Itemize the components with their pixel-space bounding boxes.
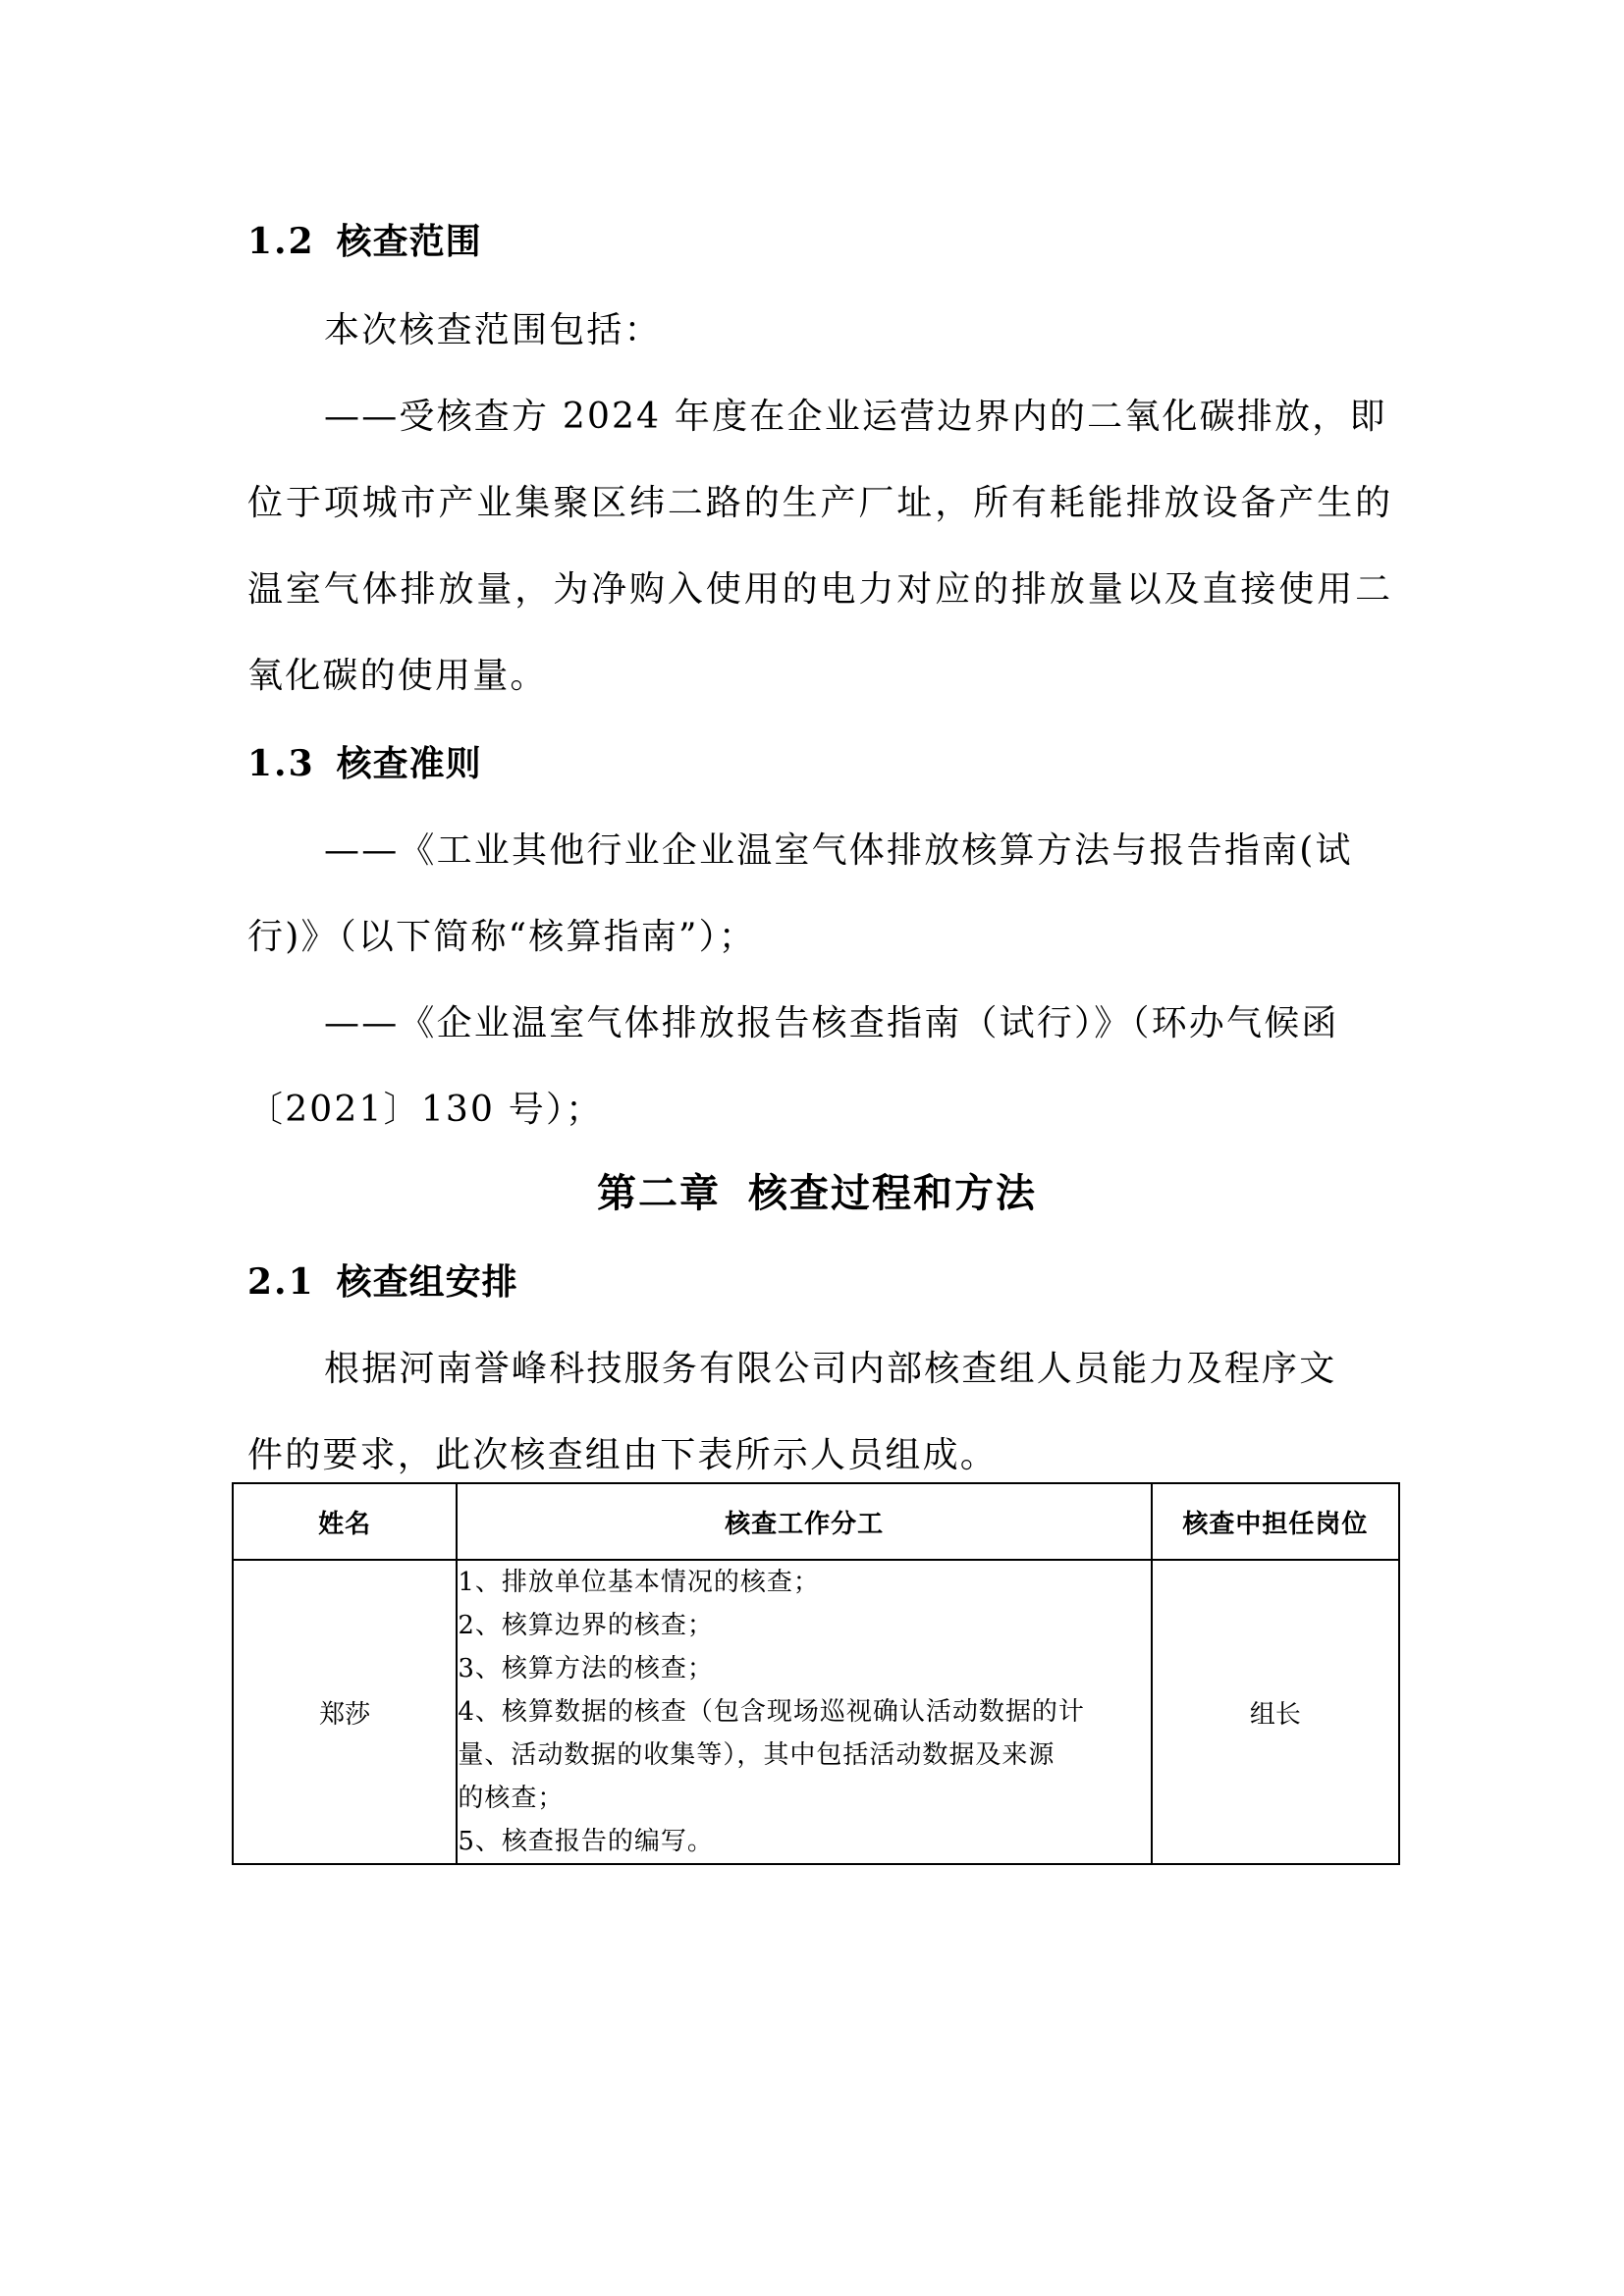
duty-item: 量、活动数据的收集等），其中包括活动数据及来源: [458, 1740, 1056, 1770]
duty-item: 5、核查报告的编写。: [458, 1827, 714, 1856]
paragraph-line: 〔2021〕130 号）；: [247, 1090, 604, 1130]
section-number: 2.1: [247, 1261, 315, 1303]
paragraph-line: 位于项城市产业集聚区纬二路的生产厂址，所有耗能排放设备产生的: [247, 483, 1394, 523]
duty-item: 的核查；: [458, 1784, 565, 1813]
cell-role: 组长: [1152, 1560, 1399, 1864]
section-heading-1-3: [247, 736, 482, 786]
section-title: 核查范围: [336, 221, 482, 262]
table-row: [233, 1560, 1399, 1864]
chapter-heading: [247, 1162, 1386, 1218]
header-role: 核查中担任岗位: [1152, 1483, 1399, 1560]
section-title: 核查组安排: [336, 1261, 518, 1303]
audit-team-table: [232, 1482, 1400, 1865]
duty-item: 1、排放单位基本情况的核查；: [458, 1568, 820, 1597]
paragraph-line: 氧化碳的使用量。: [247, 656, 548, 696]
cell-duties: [457, 1560, 1151, 1864]
table-header-row: [233, 1483, 1399, 1560]
chapter-prefix: 第二章: [597, 1170, 721, 1216]
paragraph-line: 温室气体排放量，为净购入使用的电力对应的排放量以及直接使用二: [247, 569, 1394, 610]
header-duties: 核查工作分工: [457, 1483, 1151, 1560]
paragraph-line: ——《工业其他行业企业温室气体排放核算方法与报告指南(试: [324, 830, 1353, 871]
header-name: 姓名: [233, 1483, 457, 1560]
chapter-title: 核查过程和方法: [748, 1170, 1037, 1216]
section-title: 核查准则: [336, 743, 482, 784]
paragraph-line: 本次核查范围包括：: [324, 310, 662, 350]
cell-name: 郑莎: [233, 1560, 457, 1864]
paragraph-line: 件的要求，此次核查组由下表所示人员组成。: [247, 1435, 999, 1475]
section-heading-1-2: [247, 214, 482, 264]
paragraph-line: ——《企业温室气体排放报告核查指南（试行）》（环办气候函: [324, 1003, 1339, 1043]
duty-item: 2、核算边界的核查；: [458, 1611, 714, 1640]
section-number: 1.2: [247, 221, 315, 262]
paragraph-line: ——受核查方 2024 年度在企业运营边界内的二氧化碳排放，即: [324, 397, 1387, 437]
paragraph-line: 根据河南誉峰科技服务有限公司内部核查组人员能力及程序文: [324, 1349, 1337, 1389]
section-heading-2-1: [247, 1255, 518, 1305]
duty-item: 3、核算方法的核查；: [458, 1654, 714, 1683]
section-number: 1.3: [247, 743, 315, 784]
paragraph-line: 行)》（以下简称“核算指南”）；: [247, 917, 757, 957]
duty-item: 4、核算数据的核查（包含现场巡视确认活动数据的计: [458, 1697, 1085, 1727]
